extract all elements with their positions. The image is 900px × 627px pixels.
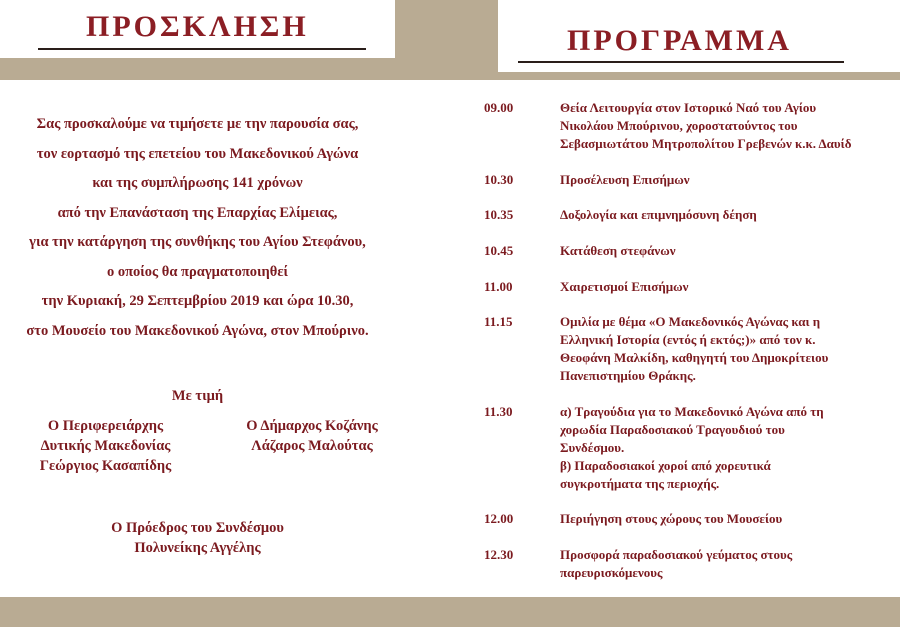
invitation-line: για την κατάργηση της συνθήκης του Αγίου Στεφάνου, (29, 234, 366, 250)
signatory-regional-governor (18, 416, 193, 476)
program-line: Χαιρετισμοί Επισήμων (560, 279, 689, 294)
program-time: 11.15 (484, 314, 513, 329)
program-time: 12.30 (484, 547, 514, 562)
invitation-line: Σας προσκαλούμε να τιμήσετε με την παρουσία σας, (36, 116, 359, 132)
program-line: Προσφορά παραδοσιακού γεύματος στους (560, 547, 793, 562)
program-title: ΠΡΟΓΡΑΜΜΑ (567, 24, 792, 57)
program-line: Θεοφάνη Μαλκίδη, καθηγητή του Δημοκρίτειου (560, 350, 829, 365)
signatory-association-president (0, 518, 395, 558)
program-line: χορωδία Παραδοσιακού Τραγουδιού του (560, 422, 785, 437)
program-line: Περιήγηση στους χώρους του Μουσείου (560, 511, 783, 526)
program-description (560, 171, 890, 189)
program-line: Νικολάου Μπούρινου, χοροστατούντος του (560, 118, 798, 133)
signatory-line: Ο Πρόεδρος του Συνδέσμου (111, 520, 284, 536)
invitation-line: στο Μουσείο του Μακεδονικού Αγώνα, στον Μπούρινο. (26, 322, 369, 339)
program-line: Συνδέσμου. (560, 440, 625, 455)
signatory-line: Δυτικής Μακεδονίας (40, 438, 171, 454)
program-time: 10.45 (484, 243, 514, 258)
signatory-line: Πολυνείκης Αγγέλης (134, 540, 261, 556)
program-description (560, 546, 890, 582)
program-time: 12.00 (484, 511, 514, 526)
program-description (560, 206, 890, 224)
program-line: Θεία Λειτουργία στον Ιστορικό Ναό του Αγίου (560, 100, 817, 115)
program-line: παρευρισκόμενους (560, 565, 663, 580)
invitation-line: και της συμπλήρωσης 141 χρόνων (92, 175, 303, 191)
program-time: 11.30 (484, 404, 513, 419)
program-line: Προσέλευση Επισήμων (560, 172, 690, 187)
program-description (560, 510, 890, 528)
signatory-line: Λάζαρος Μαλούτας (251, 438, 373, 454)
program-time: 09.00 (484, 100, 514, 115)
program-line: Κατάθεση στεφάνων (560, 243, 676, 258)
program-description (560, 242, 890, 260)
signatory-line: Γεώργιος Κασαπίδης (39, 458, 172, 474)
signatory-line: Ο Δήμαρχος Κοζάνης (246, 418, 378, 434)
program-line: Ομιλία με θέμα «Ο Μακεδονικός Αγώνας και η (560, 314, 821, 329)
program-line: Ελληνική Ιστορία (εντός ή εκτός;)» από τον κ. (560, 332, 816, 347)
invitation-line: την Κυριακή, 29 Σεπτεμβρίου 2019 και ώρα 10.30, (41, 293, 354, 309)
program-line: συγκροτήματα της περιοχής. (560, 476, 720, 491)
program-line: Δοξολογία και επιμνημόσυνη δέηση (560, 207, 757, 222)
bottom-band (0, 597, 900, 627)
program-line: β) Παραδοσιακοί χοροί από χορευτικά (560, 458, 771, 473)
invitation-line: ο οποίος θα πραγματοποιηθεί (106, 263, 289, 280)
program-time: 11.00 (484, 279, 513, 294)
invitation-title: ΠΡΟΣΚΛΗΣΗ (86, 10, 309, 43)
invitation-line: από την Επανάσταση της Επαρχίας Ελίμειας, (57, 204, 338, 221)
closing-phrase: Με τιμή (171, 388, 224, 404)
program-line: Πανεπιστημίου Θράκης. (560, 368, 696, 383)
program-description (560, 403, 890, 493)
program-description (560, 313, 890, 385)
program-time: 10.30 (484, 172, 514, 187)
invitation-line: τον εορτασμό της επετείου του Μακεδονικού Αγώνα (36, 145, 359, 162)
program-time: 10.35 (484, 207, 514, 222)
program-description (560, 278, 890, 296)
signatory-line: Ο Περιφερειάρχης (47, 418, 164, 434)
signatory-mayor (232, 416, 392, 456)
program-title-rule (518, 61, 844, 63)
program-line: α) Τραγούδια για το Μακεδονικό Αγώνα από τη (560, 404, 824, 419)
program-description (560, 99, 890, 153)
invitation-title-rule (38, 48, 366, 50)
invitation-body (0, 110, 395, 346)
program-line: Σεβασμιωτάτου Μητροπολίτου Γρεβενών κ.κ. Δαυίδ (560, 136, 852, 151)
